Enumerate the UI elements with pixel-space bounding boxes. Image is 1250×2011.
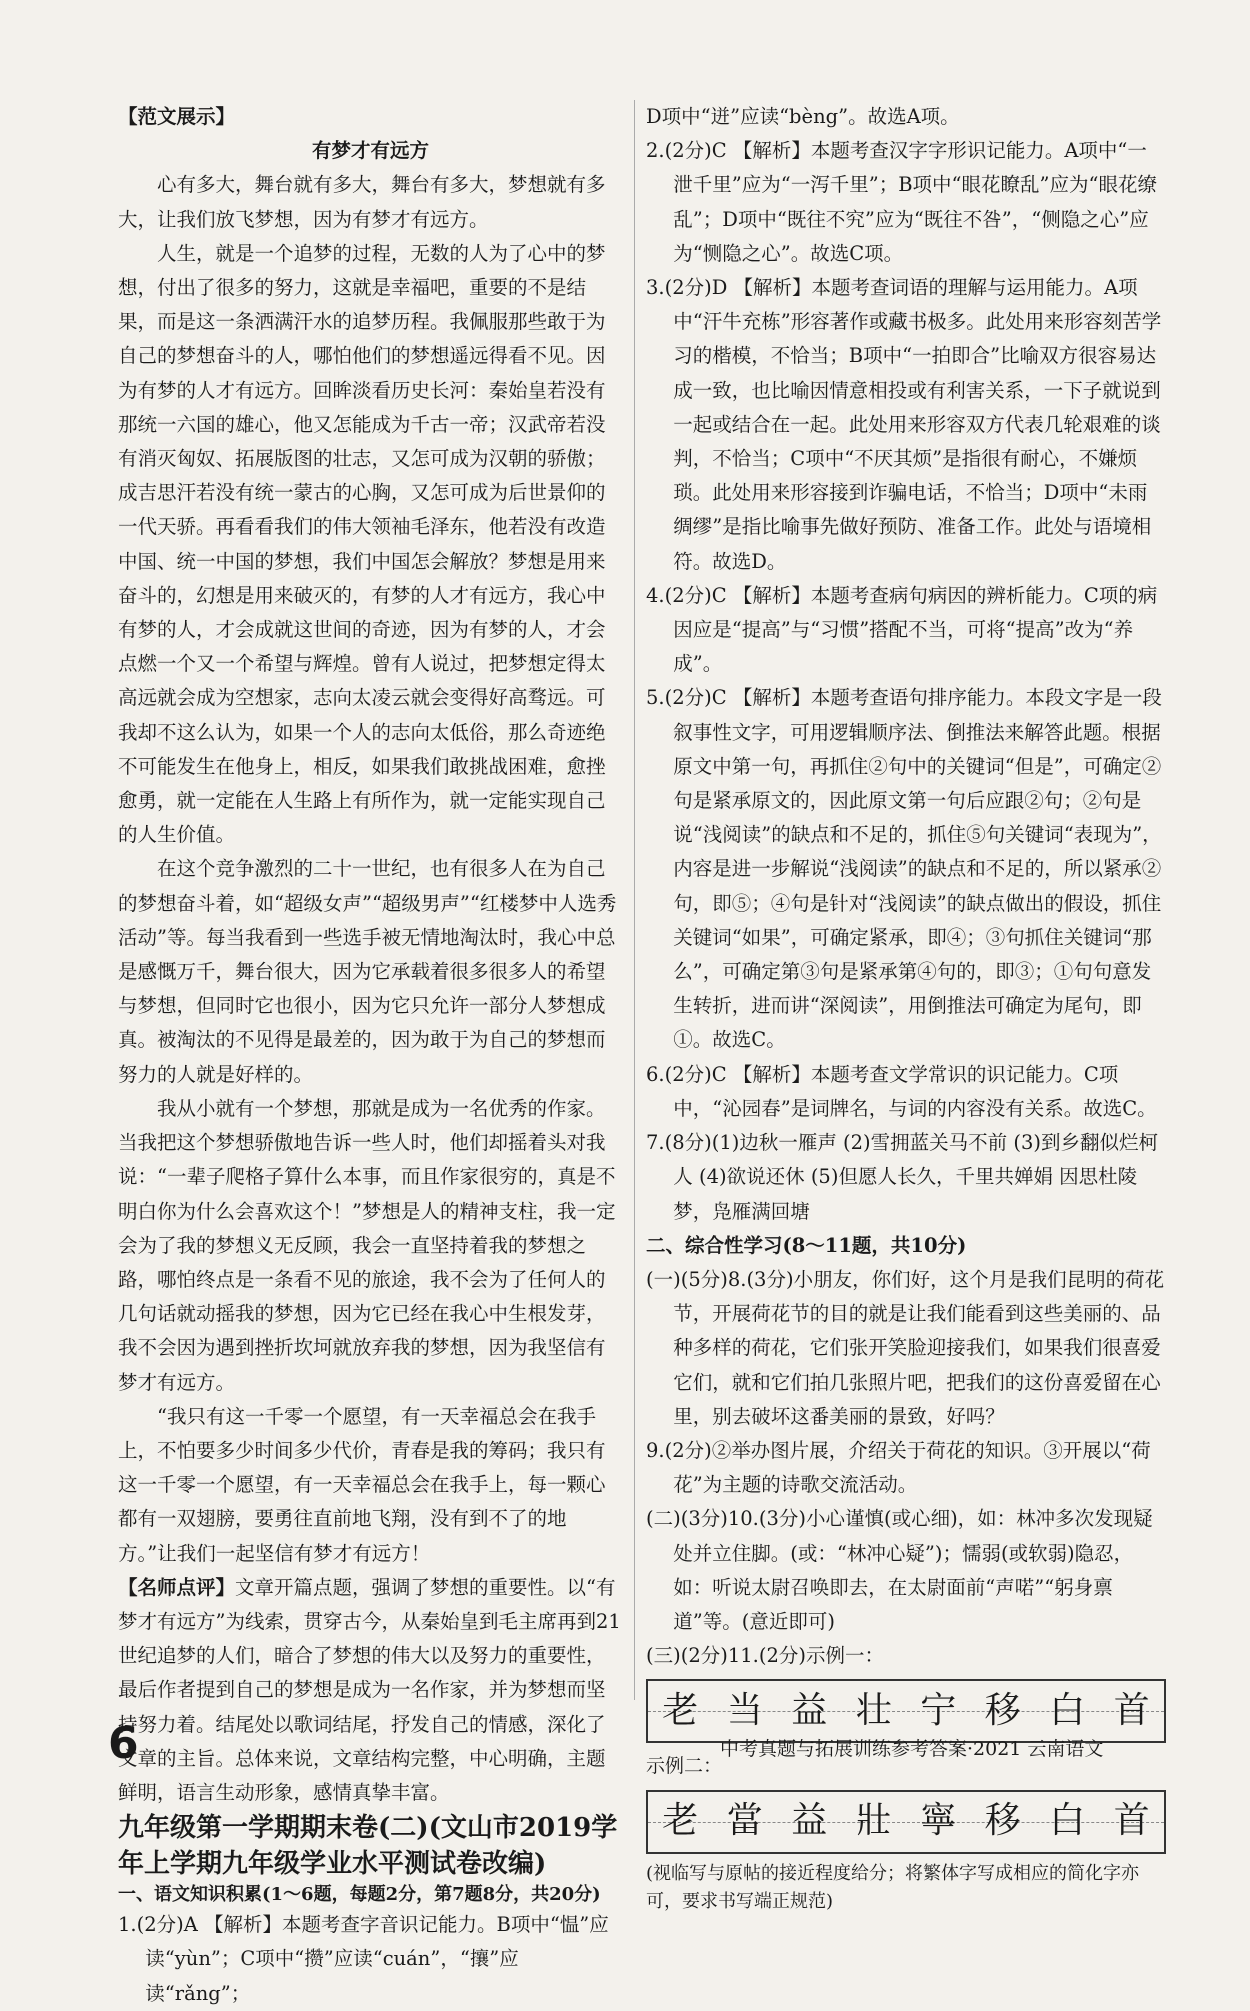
sample-label: 【范文展示】 [118, 105, 236, 128]
exam-section-title: 九年级第一学期期末卷(二)(文山市2019学年上学期九年级学业水平测试卷改编) [118, 1813, 618, 1880]
answer-11: (三)(2分)11.(2分)示例一： [646, 1644, 884, 1668]
calligraphy-char: 移 [984, 1690, 1021, 1732]
answer-2: 2.(2分)C 【解析】本题考查汉字字形识记能力。A项中“一泄千里”应为“一泻千里”；B项中“眼花瞭乱”应为“眼花缭乱”；D项中“既往不究”应为“既往不咎”，“侧隐之心”应为“恻隐之心”。故选C项。 [646, 139, 1157, 265]
answer-9: 9.(2分)②举办图片展，介绍关于荷花的知识。③开展以“荷花”为主题的诗歌交流活动。 [646, 1438, 1151, 1497]
footer-text: 中考真题与拓展训练参考答案·2021 云南语文 [720, 1738, 1104, 1760]
right-column [646, 100, 1166, 1916]
calligraphy-char: 益 [791, 1800, 828, 1842]
answer-3: 3.(2分)D 【解析】本题考查词语的理解与运用能力。A项中“汗牛充栋”形容著作或藏书极多。此处用来形容刻苦学习的楷模，不恰当；B项中“一拍即合”比喻双方很容易达成一致，也比喻因情意相投或有利害关系，一下子就说到一起或结合在一起。此处用来形容双方代表几轮艰难的谈判，不恰当；C项中“不厌其烦”是指很有耐心，不嫌烦琐。此处用来形容接到诈骗电话，不恰当；D项中“未雨绸缪”是指比喻事先做好预防、准备工作。此处与语境相符。故选D。 [646, 276, 1162, 573]
calligraphy-char: 首 [1113, 1800, 1150, 1842]
calligraphy-char: 老 [662, 1800, 699, 1842]
page-footer [0, 1718, 1250, 1778]
calligraphy-char: 当 [726, 1690, 763, 1732]
essay-paragraph-2: 人生，就是一个追梦的过程，无数的人为了心中的梦想，付出了很多的努力，这就是幸福吧，重要的不是结果，而是这一条洒满汗水的追梦历程。我佩服那些敢于为自己的梦想奋斗的人，哪怕他们的梦想遥远得看不见。因为有梦的人才有远方。回眸淡看历史长河：秦始皇若没有那统一六国的雄心，他又怎能成为千古一帝；汉武帝若没有消灭匈奴、拓展版图的壮志，又怎可成为汉朝的骄傲；成吉思汗若没有统一蒙古的心胸，又怎可成为后世景仰的一代天骄。再看看我们的伟大领袖毛泽东，他若没有改造中国、统一中国的梦想，我们中国怎会解放？梦想是用来奋斗的，幻想是用来破灭的，有梦的人才有远方，我心中有梦的人，才会成就这世间的奇迹，因为有梦的人，才会点燃一个又一个希望与辉煌。曾有人说过，把梦想定得太高远就会成为空想家，志向太凌云就会变得好高骛远。可我却不这么认为，如果一个人的志向太低俗，那么奇迹绝不可能发生在他身上，相反，如果我们敢挑战困难，愈挫愈勇，就一定能在人生路上有所作为，就一定能实现自己的人生价值。 [118, 241, 606, 847]
essay-paragraph-1: 心有多大，舞台就有多大，舞台有多大，梦想就有多大，让我们放飞梦想，因为有梦才有远方。 [118, 173, 606, 231]
calligraphy-example-2 [646, 1790, 1166, 1854]
calligraphy-char: 益 [791, 1690, 828, 1732]
subsection-heading: 一、语文知识积累(1～6题，每题2分，第7题8分，共20分) [118, 1884, 601, 1906]
column-divider [634, 100, 635, 1700]
answer-8: (一)(5分)8.(3分)小朋友，你们好，这个月是我们昆明的荷花节，开展荷花节的目的就是让我们能看到这些美丽的、品种多样的荷花，它们张开笑脸迎接我们，如果我们很喜爱它们，就和它们拍几张照片吧，把我们的这份喜爱留在心里，别去破坏这番美丽的景致，好吗？ [646, 1267, 1165, 1428]
answer-7: 7.(8分)(1)边秋一雁声 (2)雪拥蓝关马不前 (3)到乡翻似烂柯人 (4)欲说还休 (5)但愿人长久，千里共婵娟 因思杜陵梦，凫雁满回塘 [646, 1131, 1158, 1223]
answer-5: 5.(2分)C 【解析】本题考查语句排序能力。本段文字是一段叙事性文字，可用逻辑顺序法、倒推法来解答此题。根据原文中第一句，再抓住②句中的关键词“但是”，可确定②句是紧承原文的，因此原文第一句后应跟②句；②句是说“浅阅读”的缺点和不足的，抓住⑤句关键词“表现为”，内容是进一步解说“浅阅读”的缺点和不足的，所以紧承②句，即⑤；④句是针对“浅阅读”的缺点做出的假设，抓住关键词“如果”，可确定紧承，即④；③句抓住关键词“那么”，可确定第③句是紧承第④句的，即③；①句句意发生转折，进而讲“深阅读”，用倒推法可确定为尾句，即①。故选C。 [646, 686, 1162, 1052]
calligraphy-char: 當 [726, 1800, 763, 1842]
calligraphy-char: 白 [1049, 1690, 1086, 1732]
page-number: 6 [108, 1718, 139, 1769]
calligraphy-char: 宁 [920, 1690, 957, 1732]
answer-6: 6.(2分)C 【解析】本题考查文学常识的识记能力。C项中，“沁园春”是词牌名，与词的内容没有关系。故选C。 [646, 1062, 1157, 1120]
answer-1-cont: D项中“迸”应读“bèng”。故选A项。 [646, 105, 960, 128]
essay-paragraph-3: 在这个竞争激烈的二十一世纪，也有很多人在为自己的梦想奋斗着，如“超级女声”“超级男声”“红楼梦中人选秀活动”等。每当我看到一些选手被无情地淘汰时，我心中总是感慨万千，舞台很大，因为它承载着很多很多人的希望与梦想，但同时它也很小，因为它只允许一部分人梦想成真。被淘汰的不见得是最差的，因为敢于为自己的梦想而努力的人就是好样的。 [118, 857, 617, 1086]
answer-4: 4.(2分)C 【解析】本题考查病句病因的辨析能力。C项的病因应是“提高”与“习惯”搭配不当，可将“提高”改为“养成”。 [646, 583, 1158, 676]
answer-10: (二)(3分)10.(3分)小心谨慎(或心细)，如：林冲多次发现疑处并立住脚。(或：“林冲心疑”)；懦弱(或软弱)隐忍，如：听说太尉召唤即去，在太尉面前“声喏”“躬身禀道”等。(意近即可) [646, 1507, 1153, 1633]
calligraphy-char: 壮 [855, 1690, 892, 1732]
example-2-label: 示例二： [646, 1755, 723, 1778]
calligraphy-char: 壯 [855, 1800, 892, 1842]
essay-title: 有梦才有远方 [311, 139, 429, 163]
comment-text: 文章开篇点题，强调了梦想的重要性。以“有梦才有远方”为线索，贯穿古今，从秦始皇到毛主席再到21世纪追梦的人们，暗合了梦想的伟大以及努力的重要性，最后作者提到自己的梦想是成为一名作家，并为梦想而坚持努力着。结尾处以歌词结尾，抒发自己的情感，深化了文章的主旨。总体来说，文章结构完整，中心明确，主题鲜明，语言生动形象，感情真挚丰富。 [118, 1575, 621, 1804]
essay-paragraph-4: 我从小就有一个梦想，那就是成为一名优秀的作家。当我把这个梦想骄傲地告诉一些人时，他们却摇着头对我说：“一辈子爬格子算什么本事，而且作家很穷的，真是不明白你为什么会喜欢这个！”梦想是人的精神支柱，我一定会为了我的梦想义无反顾，我会一直坚持着我的梦想之路，哪怕终点是一条看不见的旅途，我不会为了任何人的几句话就动摇我的梦想，因为它已经在我心中生根发芽，我不会因为遇到挫折坎坷就放弃我的梦想，因为我坚信有梦才有远方。 [118, 1096, 616, 1394]
grading-note: (视临写与原帖的接近程度给分；将繁体字写成相应的简化字亦可，要求书写端正规范) [646, 1862, 1140, 1912]
answer-1: 1.(2分)A 【解析】本题考查字音识记能力。B项中“愠”应读“yùn”；C项中“攒”应读“cuán”，“攘”应读“rǎng”； [118, 1913, 609, 2005]
calligraphy-char: 寧 [920, 1800, 957, 1842]
calligraphy-char: 首 [1113, 1690, 1150, 1732]
calligraphy-char: 白 [1049, 1800, 1086, 1842]
calligraphy-char: 老 [662, 1690, 699, 1732]
comment-label: 【名师点评】 [118, 1575, 236, 1599]
calligraphy-char: 移 [984, 1800, 1021, 1842]
essay-paragraph-5: “我只有这一千零一个愿望，有一天幸福总会在我手上，不怕要多少时间多少代价，青春是我的筹码；我只有这一千零一个愿望，有一天幸福总会在我手上，每一颗心都有一双翅膀，要勇往直前地飞翔，没有到不了的地方。”让我们一起坚信有梦才有远方！ [118, 1404, 606, 1565]
section-2-heading: 二、综合性学习(8～11题，共10分) [646, 1233, 967, 1257]
